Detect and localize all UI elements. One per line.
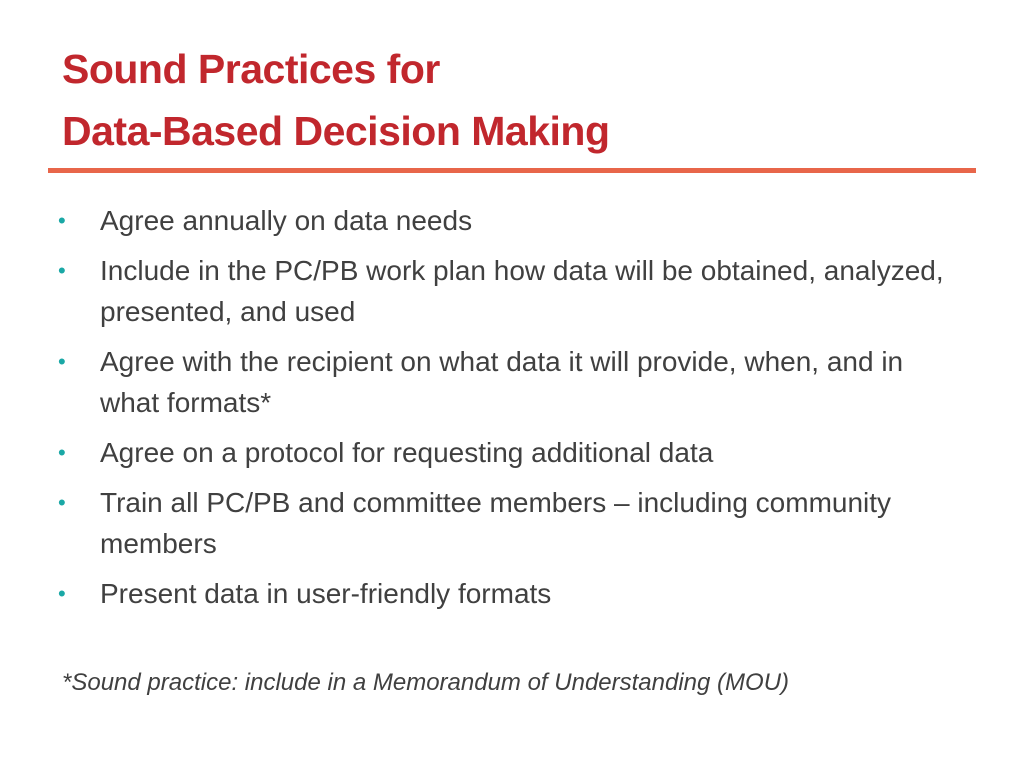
bullet-icon: • <box>58 258 66 283</box>
bullet-item <box>58 341 958 423</box>
title-line-2: Data-Based Decision Making <box>62 108 610 154</box>
bullet-text: Include in the PC/PB work plan how data will be obtained, analyzed, presented, and used <box>100 255 944 327</box>
bullet-item <box>58 482 958 564</box>
bullet-item <box>58 250 958 332</box>
bullet-text: Agree on a protocol for requesting additional data <box>100 437 714 468</box>
bullet-icon: • <box>58 490 66 515</box>
bullet-icon: • <box>58 581 66 606</box>
bullet-item <box>58 432 958 473</box>
footnote: *Sound practice: include in a Memorandum of Understanding (MOU) <box>62 669 790 696</box>
bullet-text: Agree annually on data needs <box>100 205 473 236</box>
bullet-item <box>58 573 958 614</box>
title-line-1: Sound Practices for <box>62 46 440 92</box>
title-divider <box>48 168 976 173</box>
bullet-list <box>58 200 958 623</box>
slide-title <box>62 38 610 162</box>
bullet-text: Agree with the recipient on what data it will provide, when, and in what formats* <box>100 346 904 418</box>
bullet-icon: • <box>58 349 66 374</box>
bullet-text: Present data in user-friendly formats <box>100 578 552 609</box>
bullet-text: Train all PC/PB and committee members – including community members <box>100 487 892 559</box>
bullet-icon: • <box>58 208 66 233</box>
bullet-icon: • <box>58 440 66 465</box>
bullet-item <box>58 200 958 241</box>
